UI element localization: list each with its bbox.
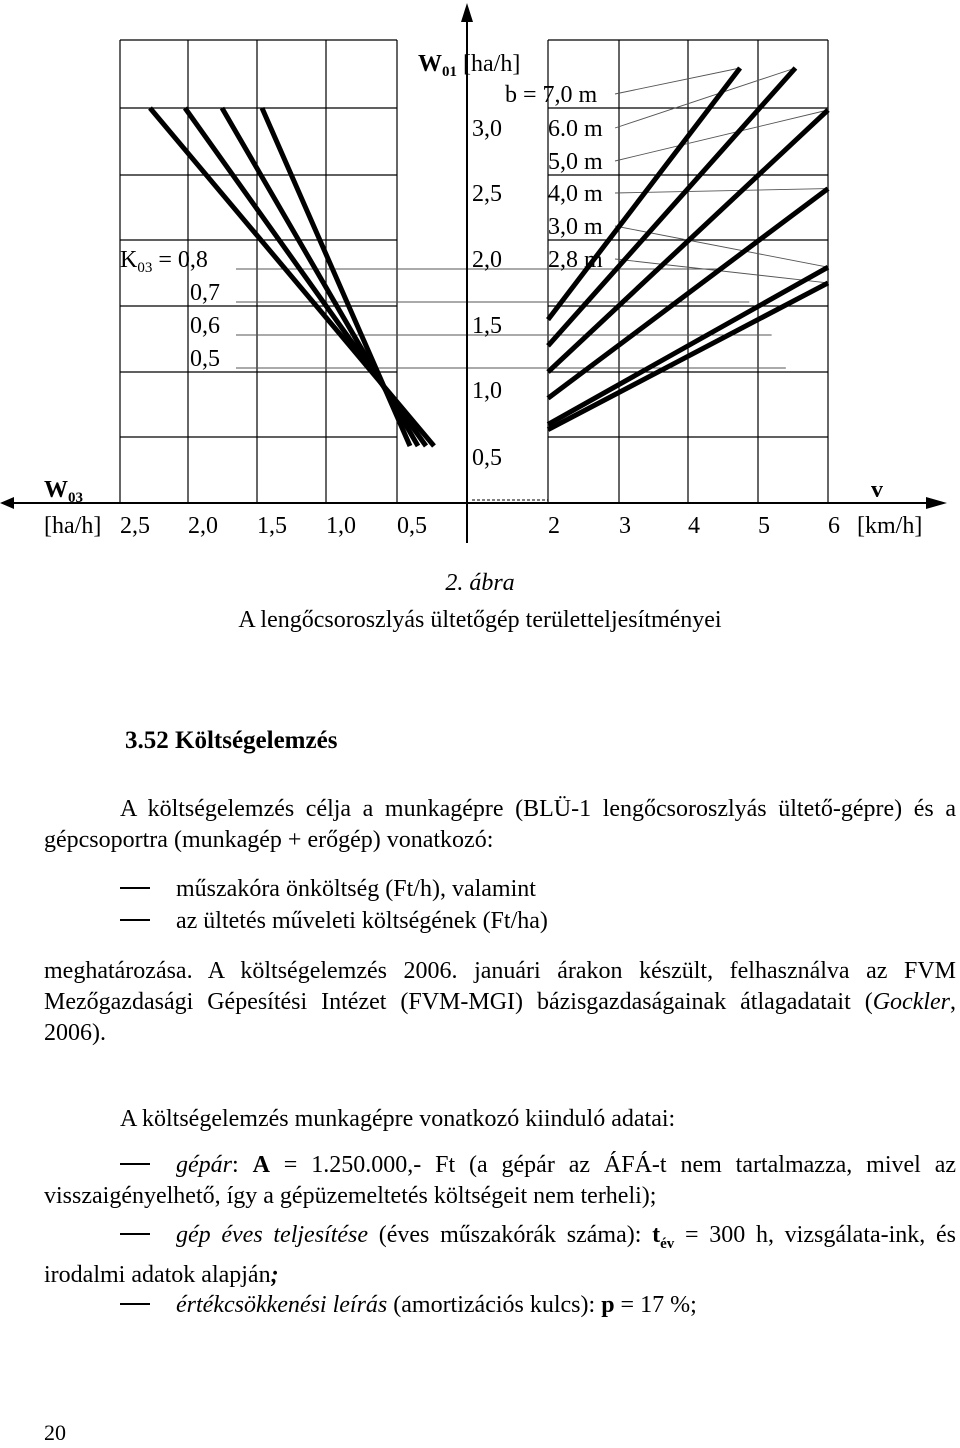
left-tick: 2,0 [188, 513, 218, 539]
text-run: = 17 %; [614, 1292, 697, 1318]
citation-author: Gockler [872, 989, 950, 1015]
left-axis-unit: [ha/h] [44, 513, 102, 539]
left-tick: 1,5 [257, 513, 287, 539]
paragraph-data-intro: A költségelemzés munkagépre vonatkozó kiinduló adatai: [120, 1106, 676, 1132]
b-series-label: 2,8 m [548, 247, 603, 273]
v-axis-unit: [km/h] [857, 513, 923, 539]
y-axis-label: $W_{01}$ [ha/h] [418, 51, 521, 80]
section-heading: 3.52 Költségelemzés [125, 727, 338, 754]
text-run: = 1.250.000,- Ft (a gépár az ÁFÁ-t nem tartalmazza, mivel az visszaigényelhető, így a gépüzemeltetés költségeit nem terheli); [44, 1152, 956, 1209]
dash-icon [120, 1163, 150, 1165]
text-run: , 2006). [44, 989, 956, 1046]
y-tick: 3,0 [472, 116, 502, 142]
y-axis-arrow [461, 3, 473, 22]
paragraph-intro: A költségelemzés célja a munkagépre (BLÜ-1 lengőcsoroszlyás ültető-gépre) és a gépcsoportra (munkagép + erőgép) vonatkozó: [44, 796, 956, 853]
symbol: p [601, 1292, 615, 1318]
b-series-label: 3,0 m [548, 214, 603, 240]
y-tick: 1,0 [472, 378, 502, 404]
performance-nomogram [0, 0, 960, 560]
x-axis-arrow-left [0, 497, 14, 509]
left-tick: 2,5 [120, 513, 150, 539]
left-axis-label: $W_{03}$ [44, 477, 83, 506]
bullet-item [120, 906, 548, 937]
v-tick: 2 [548, 513, 560, 539]
y-tick: 0,5 [472, 445, 502, 471]
text-run: (amortizációs kulcs): [387, 1292, 602, 1318]
left-tick: 1,0 [326, 513, 356, 539]
figure-caption: A lengőcsoroszlyás ültetőgép területteljesítményei [238, 607, 722, 633]
text-run: : [232, 1152, 253, 1178]
k-series-label: 0,6 [190, 313, 220, 339]
v-tick: 5 [758, 513, 770, 539]
b-series-label: 5,0 m [548, 149, 603, 175]
y-tick: 2,5 [472, 181, 502, 207]
v-axis-label: v [871, 477, 883, 503]
y-tick: 1,5 [472, 313, 502, 339]
symbol: A [252, 1152, 270, 1178]
text-run: = 300 h, vizsgálata-ink, és irodalmi adatok alapján [44, 1222, 957, 1288]
k-series-lines [150, 108, 434, 446]
y-tick: 2,0 [472, 247, 502, 273]
item-label: gépár [176, 1152, 232, 1178]
v-tick: 3 [619, 513, 631, 539]
dash-icon [120, 1303, 150, 1305]
symbol-subscript: év [660, 1235, 675, 1252]
data-item-annual-performance [44, 1220, 956, 1291]
v-tick: 4 [688, 513, 700, 539]
v-tick: 6 [828, 513, 840, 539]
figure-number: 2. ábra [445, 570, 515, 596]
k-series-label: 0,7 [190, 280, 220, 306]
left-tick: 0,5 [397, 513, 427, 539]
text-run: (éves műszakórák száma): [368, 1222, 653, 1248]
k-label: $K_{03} = 0,8$ [120, 247, 208, 276]
item-label: értékcsökkenési leírás [176, 1292, 388, 1318]
text-run: ; [270, 1261, 279, 1288]
item-label: gép éves teljesítése [176, 1222, 369, 1248]
paragraph-method [44, 956, 956, 1049]
b-label: b = 7,0 m [505, 82, 598, 108]
dash-icon [120, 919, 150, 921]
bullet-text: műszakóra önköltség (Ft/h), valamint [176, 876, 536, 902]
page-number: 20 [44, 1420, 66, 1445]
k-series-line [262, 108, 410, 446]
bullet-text: az ültetés műveleti költségének (Ft/ha) [176, 908, 548, 934]
dash-icon [120, 887, 150, 889]
bullet-item [120, 874, 536, 905]
symbol: t [652, 1222, 661, 1248]
b-series-label: 4,0 m [548, 181, 603, 207]
leader-lines [236, 68, 828, 368]
data-item-price [44, 1150, 956, 1212]
x-axis-arrow-right [926, 497, 947, 509]
data-item-depreciation [44, 1290, 956, 1321]
dash-icon [120, 1233, 150, 1235]
text-run: meghatározása. A költségelemzés 2006. januári árakon készült, felhasználva az FVM Mezőgazdasági Gépesítési Intézet (FVM-MGI) bázisgazdaságainak átlagadatait ( [44, 958, 956, 1015]
b-series-label: 6.0 m [548, 116, 603, 142]
k-series-label: 0,5 [190, 346, 220, 372]
